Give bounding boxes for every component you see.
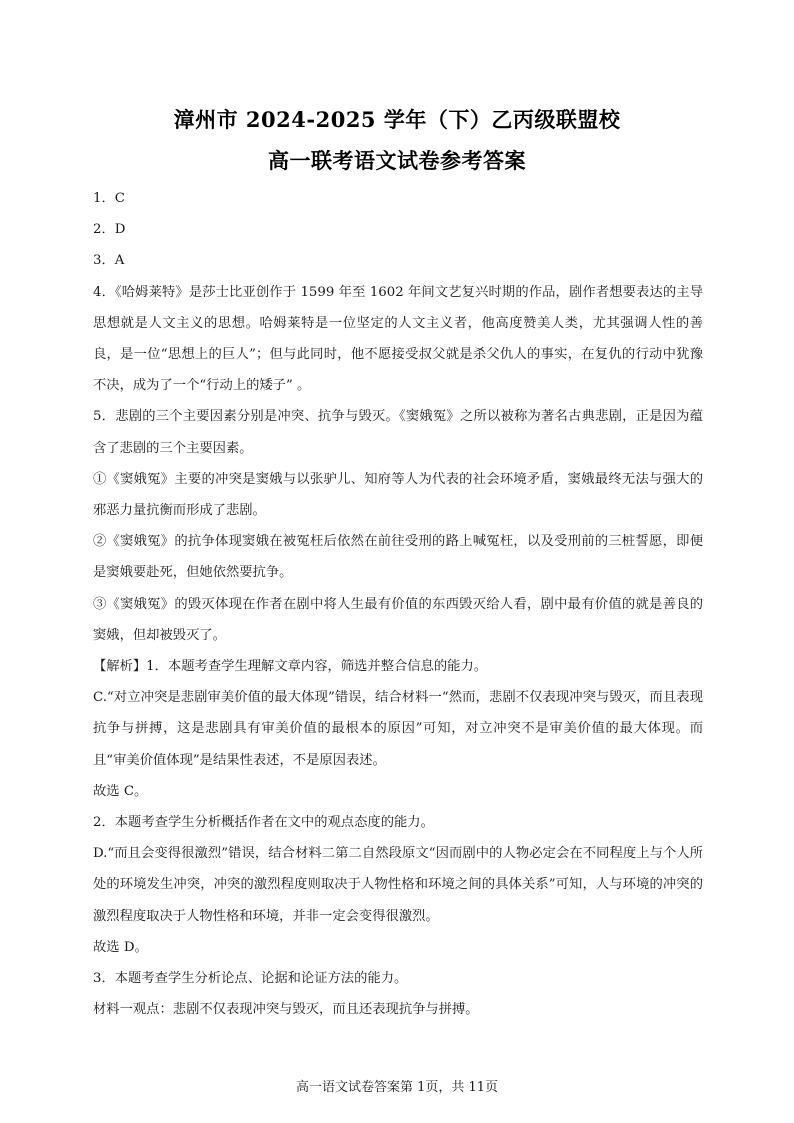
answer-5-point-1: ①《窦娥冤》主要的冲突是窦娥与以张驴儿、知府等人为代表的社会环境矛盾，窦娥最终无法与强大的邪恶力量抗衡而形成了悲剧。: [93, 471, 703, 519]
answer-5: 5．悲剧的三个主要因素分别是冲突、抗争与毁灭。《窦娥冤》之所以被称为著名古典悲剧，正是因为蕴含了悲剧的三个主要因素。: [93, 409, 703, 456]
page-footer: 高一语文试卷答案第 1页，共 11页: [295, 1080, 499, 1095]
document-title-line-2: 高一联考语文试卷参考答案: [268, 148, 526, 173]
analysis-2-heading: 2．本题考查学生分析概括作者在文中的观点态度的能力。: [93, 815, 434, 831]
answer-2: 2．D: [93, 222, 126, 238]
analysis-3-heading: 3．本题考查学生分析论点、论据和论证方法的能力。: [93, 971, 408, 987]
answer-1: 1．C: [93, 191, 125, 206]
document-title-line-1: 漳州市 2024-2025 学年（下）乙丙级联盟校: [173, 107, 621, 132]
analysis-1-heading: 【解析】1．本题考查学生理解文章内容，筛选并整合信息的能力。: [93, 659, 488, 675]
answer-4: 4．《哈姆莱特》是莎士比亚创作于 1599 年至 1602 年间文艺复兴时期的作品，剧作者想要表达的主导思想就是人文主义的思想。哈姆莱特是一位坚定的人文主义者，他高度赞美人类，尤其强调人性的善良，是一位“思想上的巨人”；但与此同时，他不愿接受叔父就是杀父仇人的事实，在复仇的行动中犹豫不决，成为了一个“行动上的矮子” 。: [93, 284, 703, 394]
analysis-2-body: D.“而且会变得很激烈”错误，结合材料二第二自然段原文“因而剧中的人物必定会在不同程度上与个人所处的环境发生冲突，冲突的激烈程度则取决于人物性格和环境之间的具体关系”可知，人与环境的冲突的激烈程度取决于人物性格和环境，并非一定会变得很激烈。: [93, 846, 703, 924]
analysis-2-conclusion: 故选 D。: [93, 939, 148, 955]
analysis-1-conclusion: 故选 C。: [93, 783, 148, 799]
document-body: [93, 183, 703, 1025]
analysis-3-body: 材料一观点：悲剧不仅表现冲突与毁灭，而且还表现抗争与拼搏。: [93, 1002, 479, 1018]
analysis-1-body: C.“对立冲突是悲剧审美价值的最大体现”错误，结合材料一“然而，悲剧不仅表现冲突与毁灭，而且表现抗争与拼搏，这是悲剧具有审美价值的最根本的原因”可知，对立冲突不是审美价值的最大体现。而且“审美价值体现”是结果性表述，不是原因表述。: [93, 690, 703, 768]
answer-3: 3．A: [93, 253, 125, 269]
answer-5-point-2: ②《窦娥冤》的抗争体现窦娥在被冤枉后依然在前往受刑的路上喊冤枉，以及受刑前的三桩誓愿，即便是窦娥要赴死，但她依然要抗争。: [93, 534, 703, 581]
answer-5-point-3: ③《窦娥冤》的毁灭体现在作者在剧中将人生最有价值的东西毁灭给人看，剧中最有价值的就是善良的窦娥，但却被毁灭了。: [93, 596, 703, 643]
